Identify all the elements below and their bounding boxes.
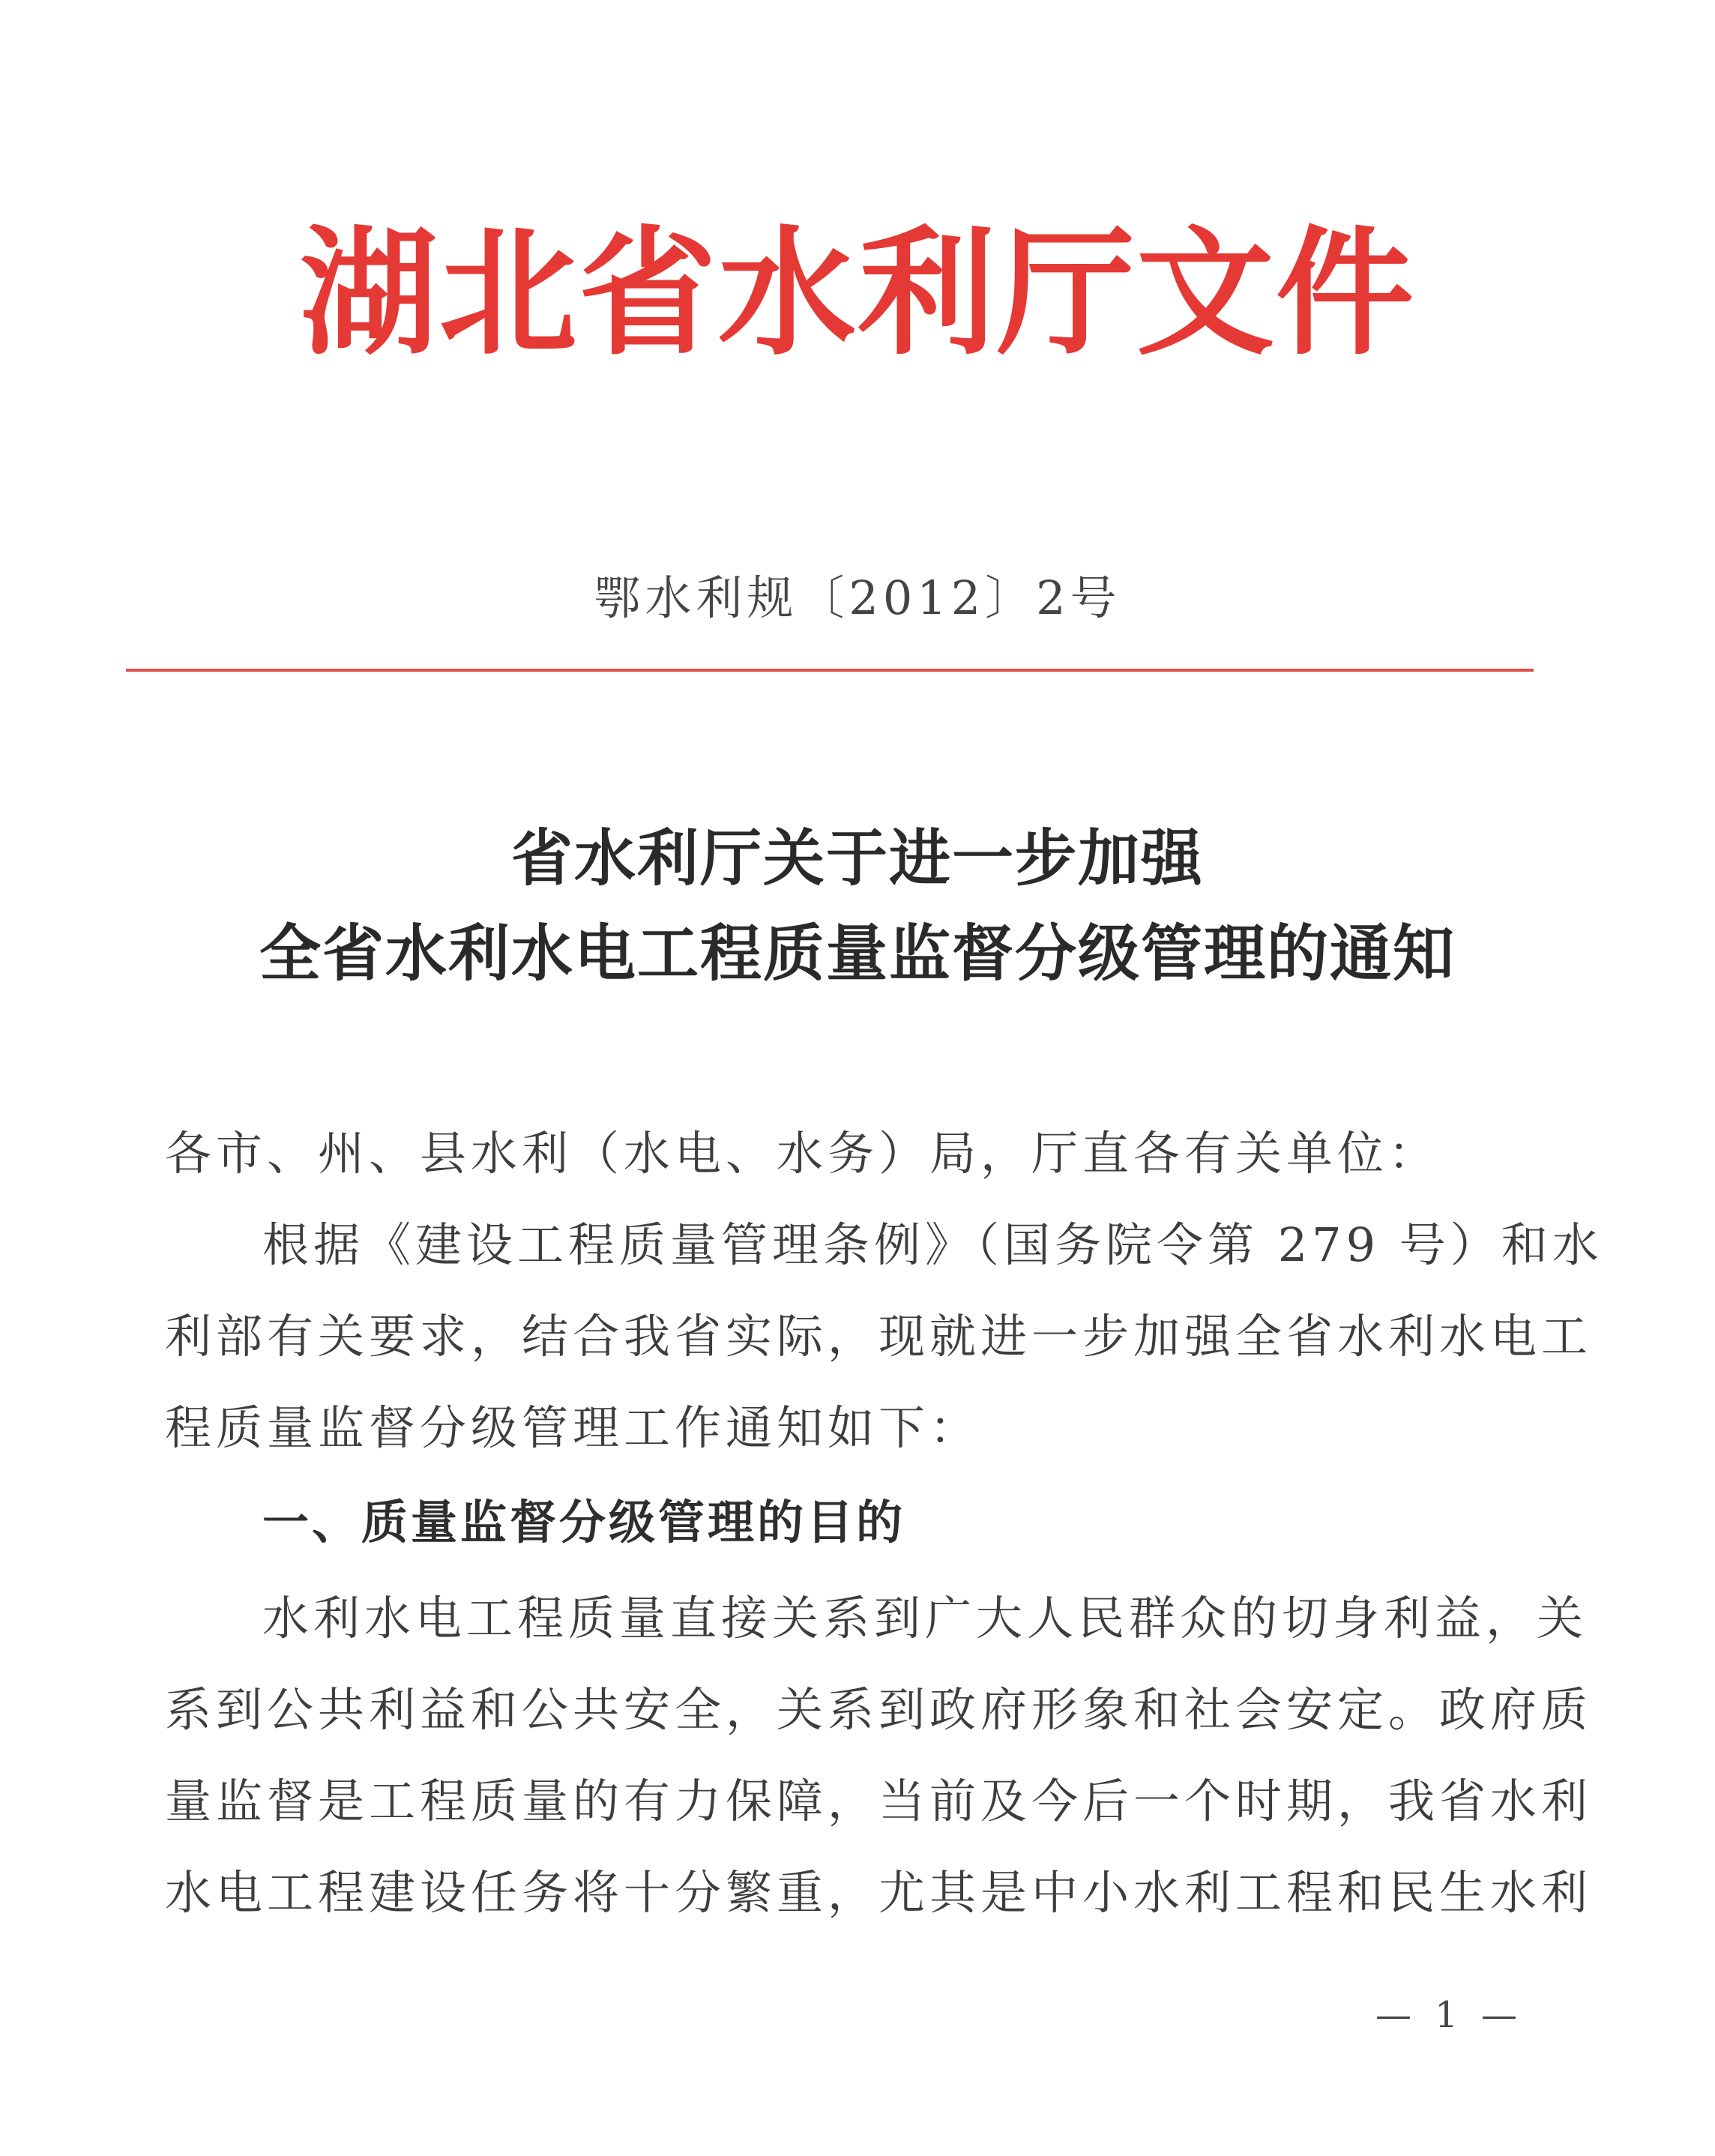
red-separator-line: [126, 669, 1534, 672]
page-number: — 1 —: [1375, 1994, 1524, 2036]
document-number: 鄂水利规〔2012〕2号: [594, 570, 1121, 625]
section-1-line-2: 系到公共利益和公共安全，关系到政府形象和社会安定。政府质: [165, 1682, 1593, 1737]
addressee: 各市、州、县水利（水电、水务）局，厅直各有关单位：: [165, 1126, 1440, 1181]
section-1-heading: 一、质量监督分级管理的目的: [262, 1495, 906, 1550]
intro-line-3: 程质量监督分级管理工作通知如下：: [165, 1400, 981, 1455]
section-1-line-4: 水电工程建设任务将十分繁重，尤其是中小水利工程和民生水利: [165, 1865, 1593, 1920]
notice-title-line-1: 省水利厅关于进一步加强: [510, 823, 1204, 894]
issuing-authority-title: 湖北省水利厅文件: [299, 214, 1415, 374]
section-1-line-3: 量监督是工程质量的有力保障，当前及今后一个时期，我省水利: [165, 1774, 1593, 1828]
section-1-line-1: 水利水电工程质量直接关系到广大人民群众的切身利益，关: [262, 1591, 1588, 1645]
notice-title-line-2: 全省水利水电工程质量监督分级管理的通知: [259, 918, 1456, 990]
intro-line-1: 根据《建设工程质量管理条例》（国务院令第 279 号）和水: [262, 1217, 1603, 1272]
intro-line-2: 利部有关要求，结合我省实际，现就进一步加强全省水利水电工: [165, 1309, 1593, 1364]
